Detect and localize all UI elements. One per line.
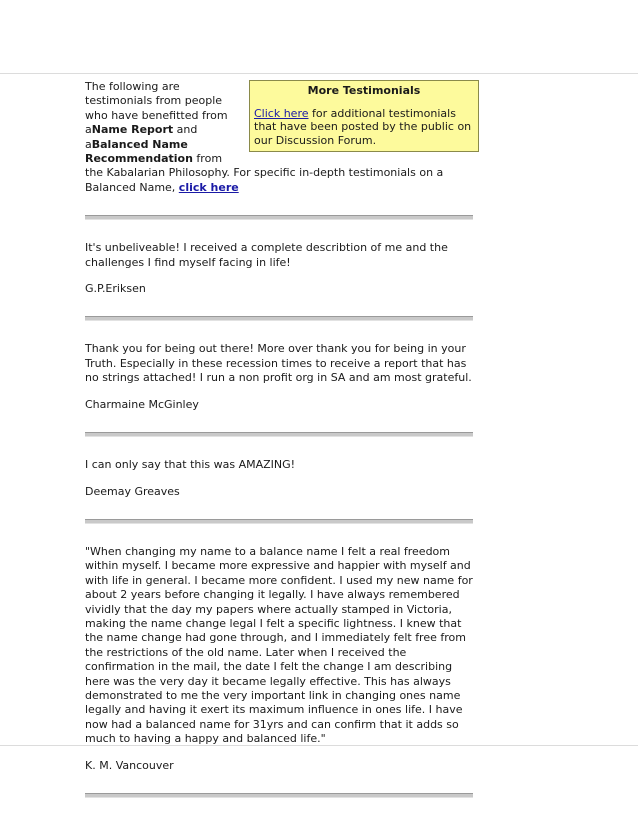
intro-text-1: The following are testimonials from people who have benefitted from a [85, 80, 228, 137]
intro-text-3: from the Kabalarian Philosophy. For specific in-depth testimonials on a Balanced Name, [85, 152, 444, 194]
more-testimonials-text: for additional testimonials that have been posted by the public on our Discussion Forum. [254, 106, 472, 147]
testimonial-text: Thank you for being out there! More over thank you for being in your Truth. Especially in these recession times to receive a report that has no strings attached! I run a non profit org in SA and am most grateful. [85, 342, 472, 385]
main-content [85, 80, 477, 819]
testimonial-author: G.P.Eriksen [85, 282, 146, 296]
testimonial-author: Deemay Greaves [85, 484, 180, 498]
testimonial-text: "When changing my name to a balance name I felt a real freedom within myself. I became more expressive and happier with myself and with life in general. I became more confident. I used my new name for about 2 years before changing it legally. I have always remembered vividly that the day my papers where actually stamped in Victoria, making the name change legal I felt a specific lightness. I knew that the name change had gone through, and I immediately felt free from the restrictions of the old name. Later when I received the confirmation in the mail, the date I felt the change I am describing here was the very day it became legally effective. This has always demonstrated to me the very important link in changing ones name legally and having it exert its maximum influence in ones life. I have now had a balanced name for 31yrs and can confirm that it adds so much to having a happy and balanced life." [85, 544, 473, 746]
balanced-name-testimonials-link[interactable]: click here [178, 180, 239, 194]
testimonial [85, 342, 477, 412]
separator [85, 519, 473, 524]
separator [85, 316, 473, 321]
testimonial [85, 241, 477, 296]
intro-paragraph [85, 80, 477, 195]
separator [85, 215, 473, 220]
intro-text-2: and a [85, 123, 198, 151]
testimonial-text: It's unbeliveable! I received a complete describtion of me and the challenges I find myself facing in life! [85, 241, 448, 269]
page-bottom-rule [0, 745, 638, 746]
name-report-term: Name Report [91, 123, 174, 137]
page-top-rule [0, 73, 638, 74]
separator [85, 432, 473, 437]
balanced-name-term: Balanced Name Recommendation [85, 137, 193, 166]
testimonial-text: I can only say that this was AMAZING! [85, 458, 296, 472]
separator [85, 793, 473, 798]
forum-testimonials-link[interactable]: Click here [254, 106, 309, 120]
testimonial [85, 458, 477, 499]
testimonial-author: K. M. Vancouver [85, 758, 174, 772]
more-testimonials-box [249, 80, 479, 152]
testimonial [85, 545, 477, 773]
testimonial-author: Charmaine McGinley [85, 397, 199, 411]
more-testimonials-title: More Testimonials [307, 84, 421, 97]
